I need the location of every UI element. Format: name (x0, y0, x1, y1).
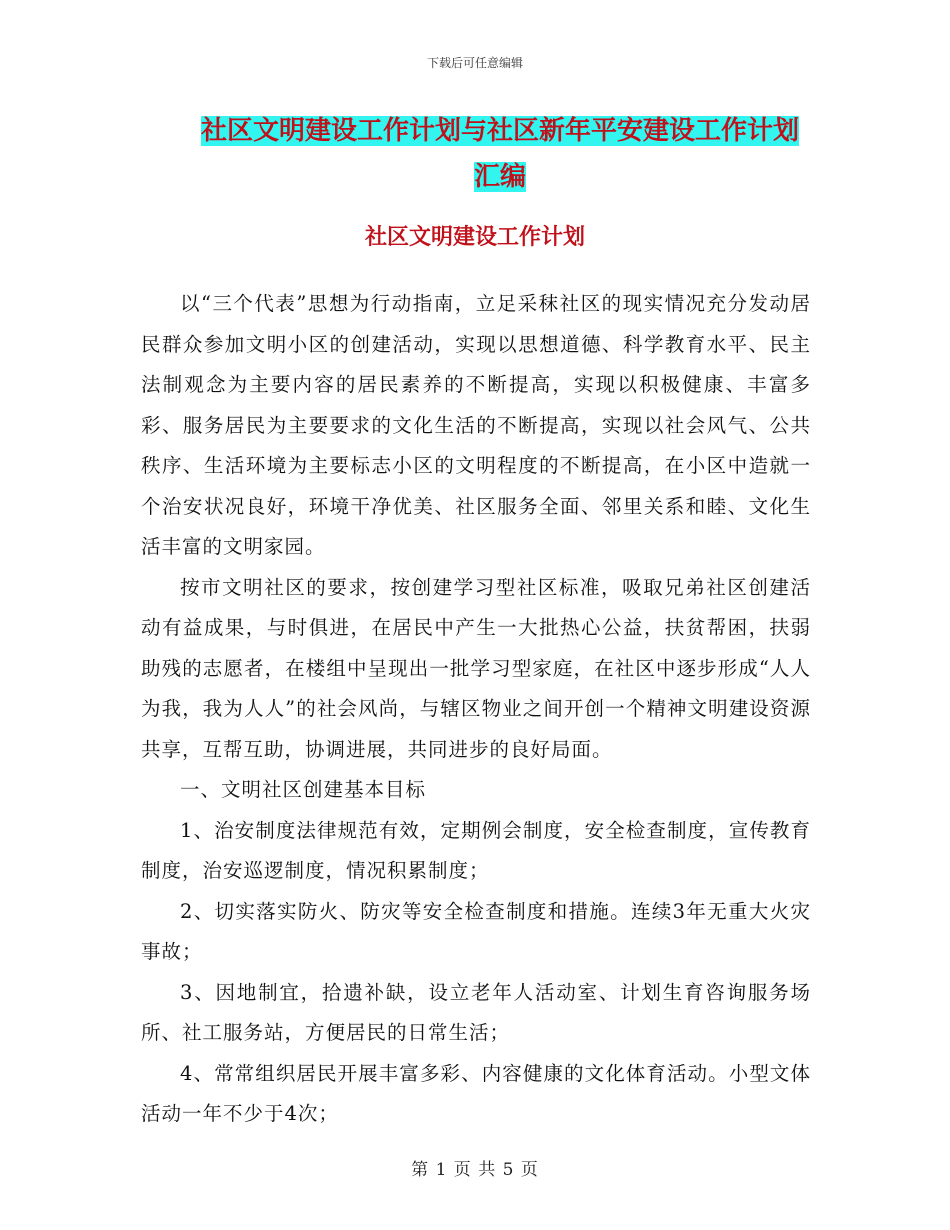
paragraph: 按市文明社区的要求，按创建学习型社区标准，吸取兄弟社区创建活动有益成果，与时俱进，在居民中产生一大批热心公益，扶贫帮困，扶弱助残的志愿者，在楼组中呈现出一批学习型家庭，在社区中逐步形成“人人为我，我为人人”的社会风尚，与辖区物业之间开创一个精神文明建设资源共享，互帮互助，协调进展，共同进步的良好局面。 (141, 575, 811, 761)
list-item: 1、治安制度法律规范有效，定期例会制度，安全检查制度，宣传教育制度，治安巡逻制度，情况积累制度； (141, 818, 811, 882)
section-title: 社区文明建设工作计划 (364, 224, 585, 250)
document-title-line-1: 社区文明建设工作计划与社区新年平安建设工作计划 (200, 116, 799, 146)
list-item: 2、切实落实防火、防灾等安全检查制度和措施。连续3年无重大火灾事故； (141, 899, 811, 963)
document-title-line-2: 汇编 (473, 162, 526, 192)
paragraph: 以“三个代表”思想为行动指南，立足采秣社区的现实情况充分发动居民群众参加文明小区的创建活动，实现以思想道德、科学教育水平、民主法制观念为主要内容的居民素养的不断提高，实现以积极健康、丰富多彩、服务居民为主要要求的文化生活的不断提高，实现以社会风气、公共秩序、生活环境为主要标志小区的文明程度的不断提高，在小区中造就一个治安状况良好，环境干净优美、社区服务全面、邻里关系和睦、文化生活丰富的文明家园。 (141, 292, 811, 558)
list-item: 3、因地制宜，拾遗补缺，设立老年人活动室、计划生育咨询服务场所、社工服务站，方便居民的日常生活； (141, 980, 811, 1044)
page-header-note: 下载后可任意编辑 (426, 56, 523, 70)
section-heading: 一、文明社区创建基本目标 (180, 778, 427, 801)
page-number-footer: 第 1 页 共 5 页 (411, 1160, 539, 1180)
document-title (140, 108, 860, 200)
document-body (141, 284, 811, 1135)
list-item: 4、常常组织居民开展丰富多彩、内容健康的文化体育活动。小型文体活动一年不少于4次； (141, 1061, 811, 1125)
